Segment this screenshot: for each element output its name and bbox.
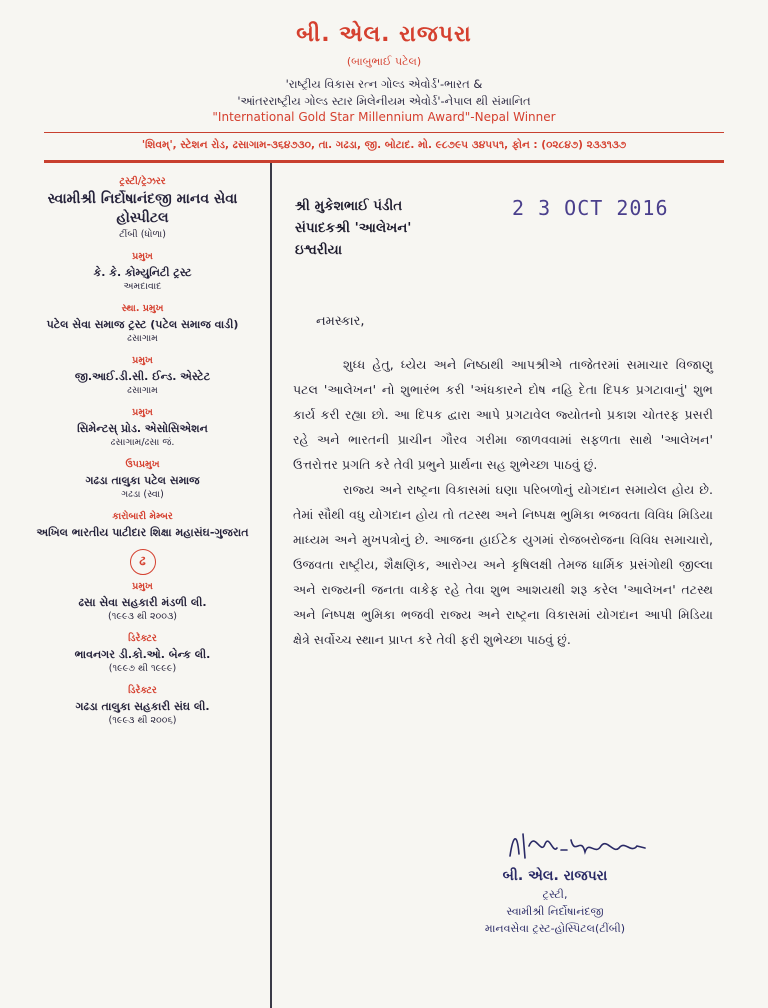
sidebar-place: ગઢડા (સ્વા) bbox=[121, 489, 164, 500]
sidebar-org: અખિલ ભારતીય પાટીદાર શિક્ષા મહાસંઘ-ગુજરાત bbox=[36, 526, 249, 539]
addressee-title: સંપાદકશ્રી 'આલેખન' bbox=[295, 220, 412, 236]
sidebar-role: ટ્રસ્ટી/ટ્રેઝરર bbox=[119, 176, 166, 187]
sidebar-org: પટેલ સેવા સમાજ ટ્રસ્ટ (પટેલ સમાજ વાડી) bbox=[46, 318, 239, 331]
award-line-1: 'રાષ્ટ્રીય વિકાસ રત્ન ગોલ્ડ એવોર્ડ'-ભારત & bbox=[285, 77, 483, 91]
sidebar-entry bbox=[30, 511, 255, 540]
sidebar-place: (૧૯૯૭ થી ૧૯૯૯) bbox=[108, 663, 177, 674]
sidebar-role: ડિરેક્ટર bbox=[128, 685, 157, 696]
sidebar-entry bbox=[30, 581, 255, 624]
letterhead-name: બી. એલ. રાજપરા bbox=[296, 22, 472, 47]
letter-paragraph-1: શુધ્ધ હેતુ, ધ્યેય અને નિષ્ઠાથી આપશ્રીએ તાજેતરમાં સમાચાર વિજાણુ પટલ 'આલેખન' નો શુભારંભ કરી 'અંધકારને દોષ નહિ દેતા દિપક પ્રગટાવાનું' શુભ કાર્ય કરી રહ્યા છો. આ દિપક દ્વારા આપે પ્રગટાવેલ જ્યોતનો પ્રકાશ ચોતરફ પ્રસરી રહે અને ભારતની પ્રાચીન ગૌરવ ગરીમા જાળવવામાં સફળતા સાથે 'આલેખન' ઉત્તરોત્તર પ્રગતિ કરે તેવી પ્રભુને પ્રાર્થના સહ શુભેચ્છા પાઠવું છું. bbox=[293, 357, 713, 472]
sidebar-place: (૧૯૯૩ થી ૨૦૦૩) bbox=[107, 611, 178, 622]
sidebar-org: સિમેન્ટસ્ પ્રોડ. એસોસિએશન bbox=[77, 422, 208, 435]
sidebar-divider bbox=[270, 163, 272, 1008]
addressee-place: ઇશ્વરીયા bbox=[295, 242, 343, 258]
sidebar-org: કે. કે. કોમ્યુનિટી ટ્રસ્ટ bbox=[93, 266, 192, 279]
sidebar-place: ઢસાગામ bbox=[127, 333, 158, 344]
sidebar-role: ડિરેક્ટર bbox=[128, 633, 157, 644]
sidebar-org: ગઢડા તાલુકા સહકારી સંઘ લી. bbox=[75, 700, 210, 713]
letterhead-alias: (બાબુભાઈ પટેલ) bbox=[346, 55, 422, 68]
sidebar bbox=[30, 176, 255, 737]
letter-body bbox=[293, 352, 713, 652]
sidebar-org: જી.આઈ.ડી.સી. ઈન્ડ. એસ્ટેટ bbox=[74, 370, 211, 383]
handwritten-signature bbox=[505, 826, 655, 866]
signatory-org: સ્વામીશ્રી નિર્દોષાનંદજી bbox=[506, 905, 604, 918]
sidebar-role: કારોબારી મેમ્બર bbox=[112, 511, 173, 522]
addressee-name: શ્રી મુકેશભાઈ પંડીત bbox=[295, 198, 403, 214]
sidebar-role: પ્રમુખ bbox=[132, 355, 153, 366]
signature-block bbox=[470, 866, 640, 937]
sidebar-org: સ્વામીશ્રી નિર્દોષાનંદજી માનવ સેવા હોસ્પીટલ bbox=[47, 191, 238, 226]
letterhead-address: 'શિવમ્', સ્ટેશન રોડ, ઢસાગામ-૩૬૪૭૩૦, તા. ગઢડા, જી. બોટાદ. મો. ૯૮૭૯૫ ૩૪૫૫૧, ફોન : (૦૨૮૪૭) ૨૩૩૧૩૭ bbox=[141, 139, 627, 151]
award-line-2: 'આંતરરાષ્ટ્રીય ગોલ્ડ સ્ટાર મિલેનીયમ એવોર્ડ'-નેપાલ થી સંમાનિત bbox=[237, 94, 531, 108]
header-divider-bottom bbox=[44, 160, 724, 163]
sidebar-entry bbox=[30, 355, 255, 398]
date-stamp: 2 3 OCT 2016 bbox=[512, 196, 669, 220]
sidebar-org: ભાવનગર ડી.કો.ઓ. બેન્ક લી. bbox=[74, 648, 211, 661]
sidebar-place: ઢસાગામ bbox=[127, 385, 158, 396]
sidebar-role: સ્થા. પ્રમુખ bbox=[121, 303, 164, 314]
sidebar-entry bbox=[30, 407, 255, 450]
sidebar-entry bbox=[30, 685, 255, 728]
letter-paragraph-2: રાજ્ય અને રાષ્ટ્રના વિકાસમાં ઘણા પરિબળોનું યોગદાન સમાયેલ હોય છે. તેમાં સૌથી વધુ યોગદાન હોય તો તટસ્થ અને નિષ્પક્ષ ભુમિકા ભજવતા વિવિધ મિડિયા માધ્યમ અને મુખપત્રોનું છે. આજના હાઈટેક યુગમાં રોજબરોજના વિવિધ સમાચારો, ઉજવતા રાષ્ટ્રીય, શૈક્ષણિક, આરોગ્ય અને કૃષિલક્ષી તેમજ ધાર્મિક પ્રસંગોથી જીલ્લા અને રાજ્યની જનતા વાકેફ રહે તેવા શુભ આશયથી શરૂ કરેલ 'આલેખન' તટસ્થ અને નિષ્પક્ષ ભુમિકા ભજવી રાજ્ય અને રાષ્ટ્રના વિકાસમાં યોગદાન આપી મિડિયા ક્ષેત્રે સર્વોચ્ચ સ્થાન પ્રાપ્ત કરે તેવી ફરી શુભેચ્છા પાઠવું છું. bbox=[293, 482, 713, 647]
salutation: નમસ્કાર, bbox=[316, 314, 365, 329]
sidebar-role: પ્રમુખ bbox=[132, 407, 153, 418]
sidebar-role: પ્રમુખ bbox=[132, 251, 153, 262]
community-logo-icon: ઢ bbox=[130, 549, 156, 575]
sidebar-role: ઉપપ્રમુખ bbox=[125, 459, 160, 470]
sidebar-place: ટીંબી (ધોળા) bbox=[119, 229, 166, 240]
sidebar-entry bbox=[30, 459, 255, 502]
sidebar-entry bbox=[30, 303, 255, 346]
header-divider-top bbox=[44, 132, 724, 133]
signatory-org-2: માનવસેવા ટ્રસ્ટ-હોસ્પિટલ(ટીંબી) bbox=[484, 922, 626, 935]
sidebar-entry bbox=[30, 251, 255, 294]
sidebar-role: પ્રમુખ bbox=[132, 581, 153, 592]
sidebar-org: ગઢડા તાલુકા પટેલ સમાજ bbox=[85, 474, 200, 487]
sidebar-entry bbox=[30, 633, 255, 676]
award-line-3: "International Gold Star Millennium Award"-Nepal Winner bbox=[212, 110, 556, 124]
sidebar-place: ઢસાગામ/ઢસા જં. bbox=[110, 437, 175, 448]
sidebar-place: (૧૯૯૩ થી ૨૦૦૬) bbox=[108, 715, 177, 726]
sidebar-place: અમદાવાદ bbox=[123, 281, 162, 292]
signatory-title: ટ્રસ્ટી, bbox=[542, 888, 568, 901]
sidebar-org: ઢસા સેવા સહકારી મંડળી લી. bbox=[78, 596, 207, 609]
signatory-name: બી. એલ. રાજપરા bbox=[502, 868, 608, 884]
sidebar-entry bbox=[30, 176, 255, 242]
